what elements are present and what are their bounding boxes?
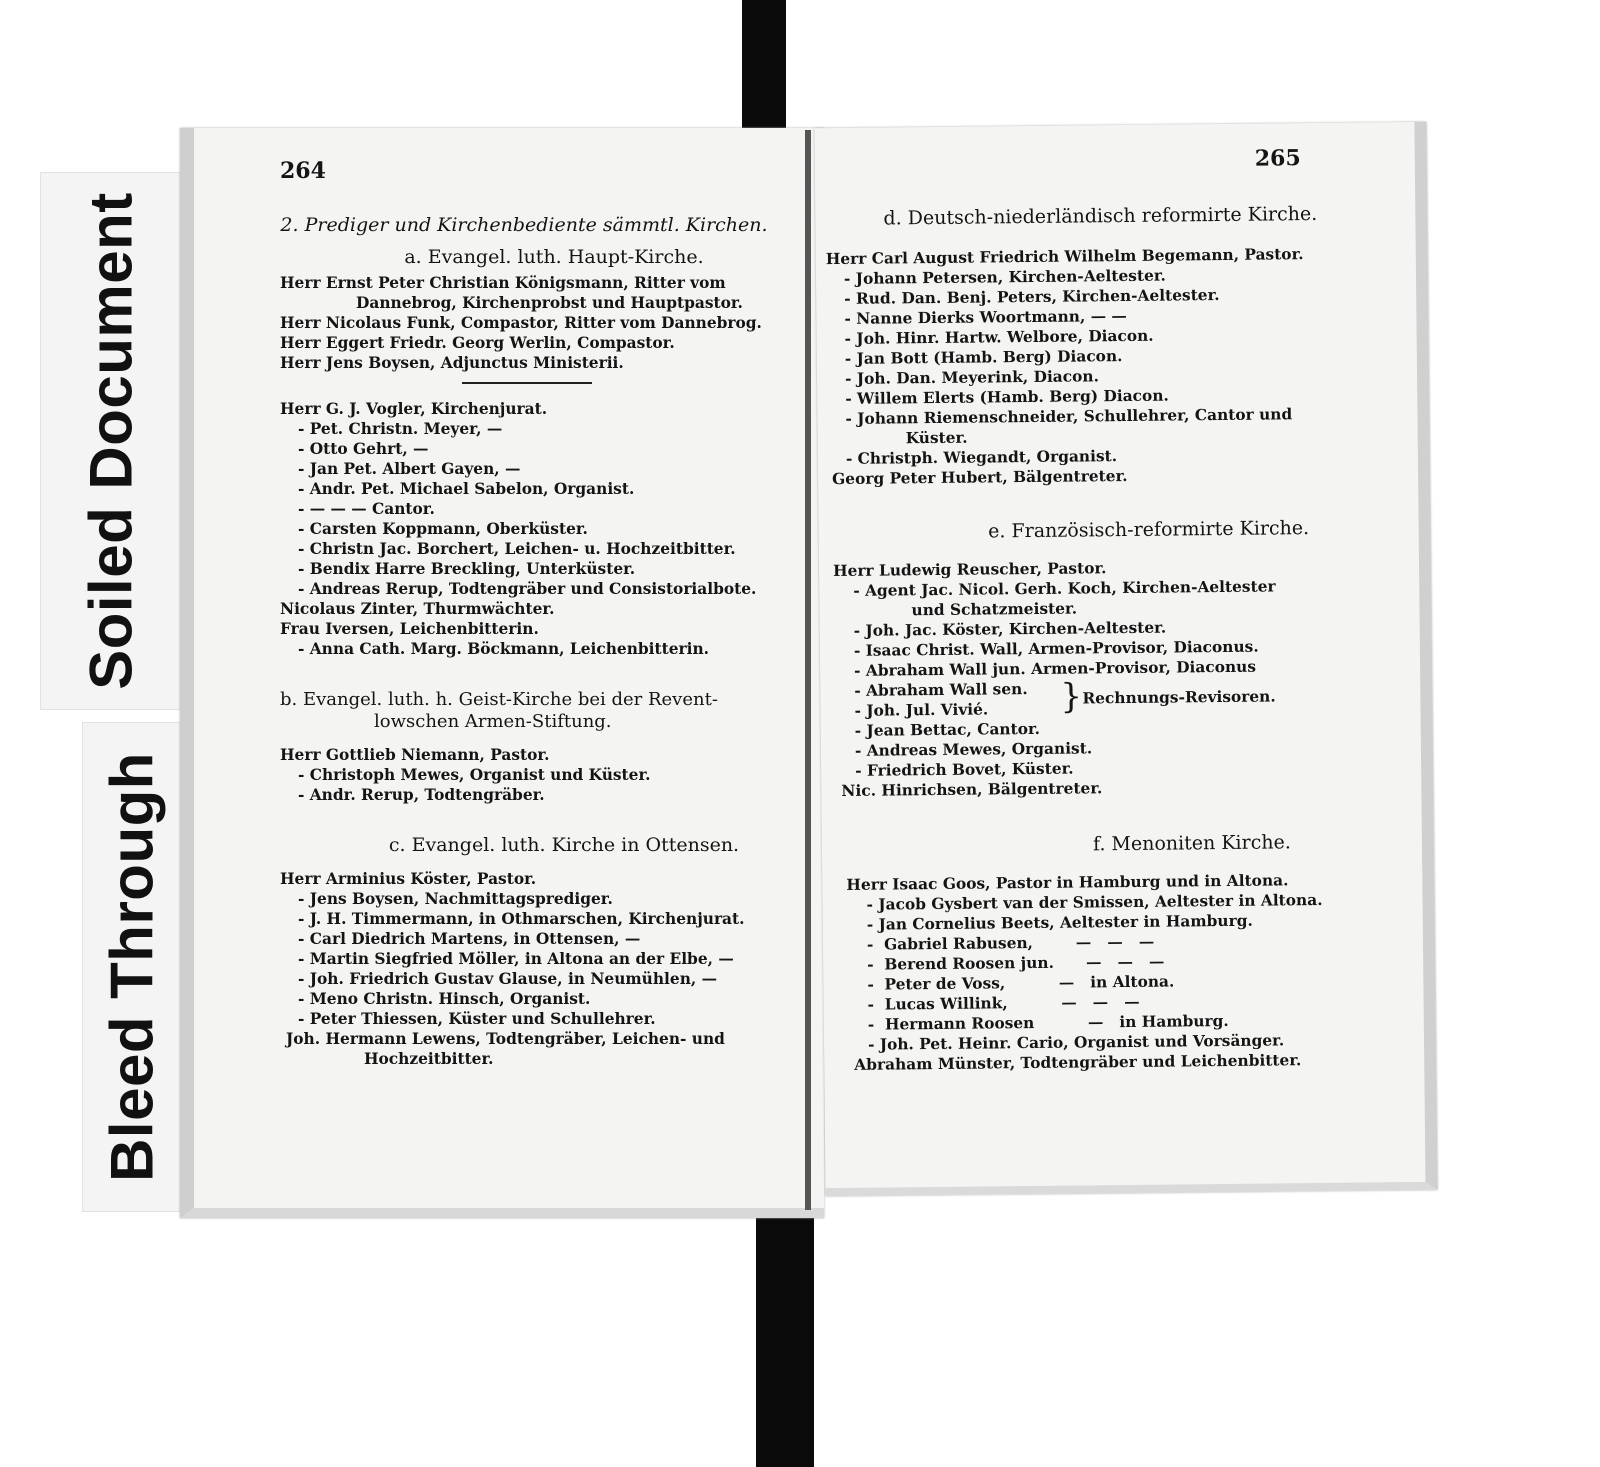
label-bleed-text: Bleed Through: [98, 752, 166, 1182]
list-item: und Schatzmeister.: [911, 599, 1078, 620]
list-item: - Christph. Wiegandt, Organist.: [845, 447, 1118, 468]
left-page-number: 264: [280, 158, 326, 184]
divider: [462, 382, 592, 384]
label-soiled-text: Soiled Document: [77, 192, 145, 690]
section-e-title: e. Französisch-reformirte Kirche.: [988, 517, 1310, 543]
list-item: - Peter Thiessen, Küster und Schullehrer.: [298, 1010, 656, 1028]
list-item: - Willem Elerts (Hamb. Berg) Diacon.: [845, 386, 1169, 408]
list-item: - Carl Diedrich Martens, in Ottensen, —: [298, 930, 641, 948]
list-item: Herr Carl August Friedrich Wilhelm Begemann, Pastor.: [825, 245, 1304, 269]
list-item: - Jacob Gysbert van der Smissen, Aeltester in Altona.: [866, 890, 1323, 914]
list-item: Herr Arminius Köster, Pastor.: [280, 870, 537, 888]
list-item: - Friedrich Bovet, Küster.: [855, 759, 1074, 780]
book-gutter: [805, 130, 811, 1210]
list-item: Herr Eggert Friedr. Georg Werlin, Compastor.: [280, 334, 675, 352]
list-item: - Agent Jac. Nicol. Gerh. Koch, Kirchen-Aeltester: [853, 577, 1276, 600]
list-item: - Johann Petersen, Kirchen-Aeltester.: [843, 266, 1166, 288]
list-item: - Meno Christn. Hinsch, Organist.: [298, 990, 591, 1008]
brace-label: Rechnungs-Revisoren.: [1082, 687, 1276, 708]
list-item: Herr Jens Boysen, Adjunctus Ministerii.: [280, 354, 624, 372]
section-heading: 2. Prediger und Kirchenbediente sämmtl. Kirchen.: [280, 214, 768, 236]
list-item: Herr Ernst Peter Christian Königsmann, Ritter vom: [280, 274, 726, 292]
list-item: - Abraham Wall sen.: [854, 680, 1028, 700]
list-item: - Jan Cornelius Beets, Aeltester in Hamburg.: [866, 911, 1253, 934]
list-item: Abraham Münster, Todtengräber und Leichenbitter.: [854, 1051, 1302, 1074]
section-b-title: b. Evangel. luth. h. Geist-Kirche bei der Revent-: [280, 689, 718, 710]
list-item: Küster.: [905, 428, 968, 448]
list-item: - Joh. Hinr. Hartw. Welbore, Diacon.: [844, 326, 1154, 348]
list-item: - Isaac Christ. Wall, Armen-Provisor, Diaconus.: [853, 637, 1259, 660]
section-b-title-cont: lowschen Armen-Stiftung.: [374, 711, 612, 732]
list-item: - Anna Cath. Marg. Böckmann, Leichenbitterin.: [298, 640, 710, 658]
list-item: Hochzeitbitter.: [364, 1050, 494, 1068]
list-item: - Berend Roosen jun. — — —: [867, 952, 1165, 974]
list-item: - Hermann Roosen — in Hamburg.: [867, 1011, 1229, 1034]
list-item: Herr G. J. Vogler, Kirchenjurat.: [280, 400, 548, 418]
binding-strip-bottom: [756, 1196, 814, 1467]
list-item: - Lucas Willink, — — —: [867, 992, 1140, 1014]
list-item: - Christoph Mewes, Organist und Küster.: [298, 766, 651, 784]
list-item: - Rud. Dan. Benj. Peters, Kirchen-Aeltester.: [844, 286, 1220, 308]
list-item: - Andr. Rerup, Todtengräber.: [298, 786, 545, 804]
list-item: - Gabriel Rabusen, — — —: [866, 932, 1155, 954]
section-f-title: f. Menoniten Kirche.: [1092, 831, 1291, 856]
list-item: - J. H. Timmermann, in Othmarschen, Kirchenjurat.: [298, 910, 745, 928]
list-item: - Andreas Mewes, Organist.: [854, 739, 1093, 760]
section-a-title: a. Evangel. luth. Haupt-Kirche.: [404, 246, 704, 268]
brace-symbol: }: [1060, 676, 1083, 717]
list-item: - Andreas Rerup, Todtengräber und Consistorialbote.: [298, 580, 757, 598]
list-item: - — — — Cantor.: [298, 500, 435, 518]
list-item: - Jean Bettac, Cantor.: [854, 719, 1041, 740]
list-item: - Christn Jac. Borchert, Leichen- u. Hochzeitbitter.: [298, 540, 736, 558]
list-item: - Nanne Dierks Woortmann, — —: [844, 306, 1127, 328]
section-c-title: c. Evangel. luth. Kirche in Ottensen.: [388, 834, 740, 856]
list-item: - Joh. Jul. Vivié.: [854, 700, 989, 720]
list-item: - Jan Pet. Albert Gayen, —: [298, 460, 521, 478]
list-item: - Abraham Wall jun. Armen-Provisor, Diaconus: [854, 657, 1257, 680]
right-page: [814, 122, 1437, 1196]
list-item: Nic. Hinrichsen, Bälgentreter.: [841, 779, 1103, 800]
left-page: [180, 128, 824, 1218]
list-item: Dannebrog, Kirchenprobst und Hauptpastor.: [356, 294, 743, 312]
list-item: - Joh. Jac. Köster, Kirchen-Aeltester.: [853, 618, 1167, 640]
list-item: Frau Iversen, Leichenbitterin.: [280, 620, 539, 638]
list-item: Herr Isaac Goos, Pastor in Hamburg und in Altona.: [846, 871, 1289, 894]
list-item: Joh. Hermann Lewens, Todtengräber, Leichen- und: [286, 1030, 725, 1048]
section-d-title: d. Deutsch-niederländisch reformirte Kirche.: [883, 202, 1318, 230]
list-item: Nicolaus Zinter, Thurmwächter.: [280, 600, 555, 618]
list-item: - Jens Boysen, Nachmittagsprediger.: [298, 890, 613, 908]
list-item: Herr Nicolaus Funk, Compastor, Ritter vom Dannebrog.: [280, 314, 762, 332]
right-page-number: 265: [1254, 145, 1301, 172]
list-item: - Carsten Koppmann, Oberküster.: [298, 520, 588, 538]
list-item: - Joh. Friedrich Gustav Glause, in Neumühlen, —: [298, 970, 717, 988]
list-item: - Johann Riemenschneider, Schullehrer, Cantor und: [845, 405, 1293, 428]
list-item: - Otto Gehrt, —: [298, 440, 429, 458]
list-item: - Pet. Christn. Meyer, —: [298, 420, 503, 438]
list-item: - Peter de Voss, — in Altona.: [867, 972, 1175, 994]
list-item: - Martin Siegfried Möller, in Altona an der Elbe, —: [298, 950, 734, 968]
binding-strip-top: [742, 0, 786, 128]
label-bleed-through: [82, 722, 182, 1212]
list-item: - Joh. Dan. Meyerink, Diacon.: [844, 367, 1100, 388]
list-item: - Andr. Pet. Michael Sabelon, Organist.: [298, 480, 635, 498]
list-item: Herr Ludewig Reuscher, Pastor.: [832, 559, 1107, 581]
list-item: - Bendix Harre Breckling, Unterküster.: [298, 560, 636, 578]
label-soiled-document: [40, 172, 182, 710]
list-item: - Jan Bott (Hamb. Berg) Diacon.: [844, 347, 1123, 368]
list-item: Herr Gottlieb Niemann, Pastor.: [280, 746, 550, 764]
list-item: Georg Peter Hubert, Bälgentreter.: [832, 466, 1128, 489]
list-item: - Joh. Pet. Heinr. Cario, Organist und Vorsänger.: [867, 1031, 1285, 1054]
